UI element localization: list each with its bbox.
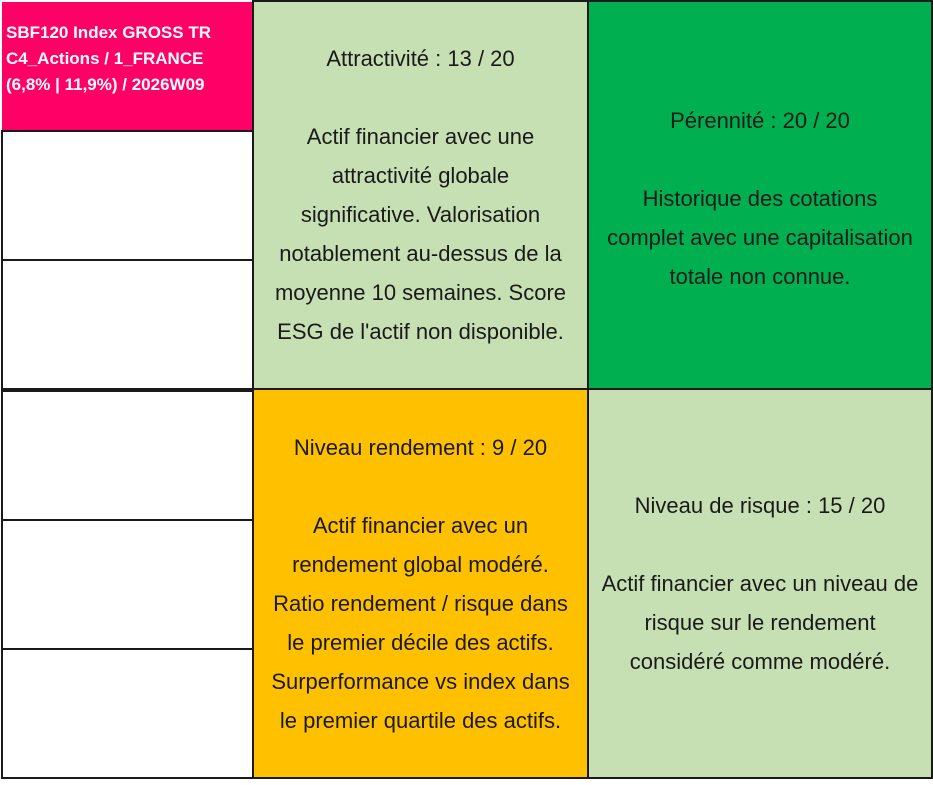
rendement-panel	[252, 388, 589, 779]
attractivite-title: Attractivité : 13 / 20	[326, 46, 515, 71]
rendement-line: Actif financier avec un	[312, 512, 529, 538]
attractivite-line: ESG de l'actif non disponible.	[277, 319, 564, 344]
blank-cell-5	[1, 648, 254, 779]
rendement-line: le premier quartile des actifs.	[279, 707, 562, 733]
risque-line: Actif financier avec un niveau de	[601, 571, 919, 596]
perennite-line: complet avec une capitalisation	[607, 225, 913, 250]
asset-category: C4_Actions / 1_FRANCE	[6, 49, 204, 68]
risque-panel	[587, 388, 933, 779]
rendement-line: Ratio rendement / risque dans	[273, 590, 568, 616]
blank-cell-2	[1, 259, 254, 390]
perennite-line: totale non connue.	[669, 264, 851, 289]
risque-line: considéré comme modéré.	[629, 649, 891, 674]
attractivite-line: significative. Valorisation	[300, 202, 541, 227]
blank-cell-4	[1, 519, 254, 650]
attractivite-panel	[252, 0, 589, 390]
rendement-line: le premier décile des actifs.	[287, 629, 554, 655]
asset-stats: (6,8% | 11,9%) / 2026W09	[6, 75, 205, 94]
attractivite-line: attractivité globale	[331, 163, 510, 188]
perennite-title: Pérennité : 20 / 20	[670, 108, 850, 133]
attractivite-line: Actif financier avec une	[306, 124, 535, 149]
perennite-panel	[587, 0, 933, 390]
rendement-title: Niveau rendement : 9 / 20	[293, 434, 548, 460]
risque-line: risque sur le rendement	[644, 610, 876, 635]
rendement-line: Surperformance vs index dans	[271, 668, 570, 694]
rendement-line: rendement global modéré.	[292, 551, 549, 577]
blank-cell-1	[1, 130, 254, 261]
asset-name: SBF120 Index GROSS TR	[6, 23, 211, 42]
risque-title: Niveau de risque : 15 / 20	[634, 493, 886, 518]
asset-header	[2, 2, 253, 131]
blank-cell-3	[1, 390, 254, 521]
attractivite-line: moyenne 10 semaines. Score	[274, 280, 567, 305]
perennite-line: Historique des cotations	[642, 186, 878, 211]
attractivite-line: notablement au-dessus de la	[279, 241, 562, 266]
